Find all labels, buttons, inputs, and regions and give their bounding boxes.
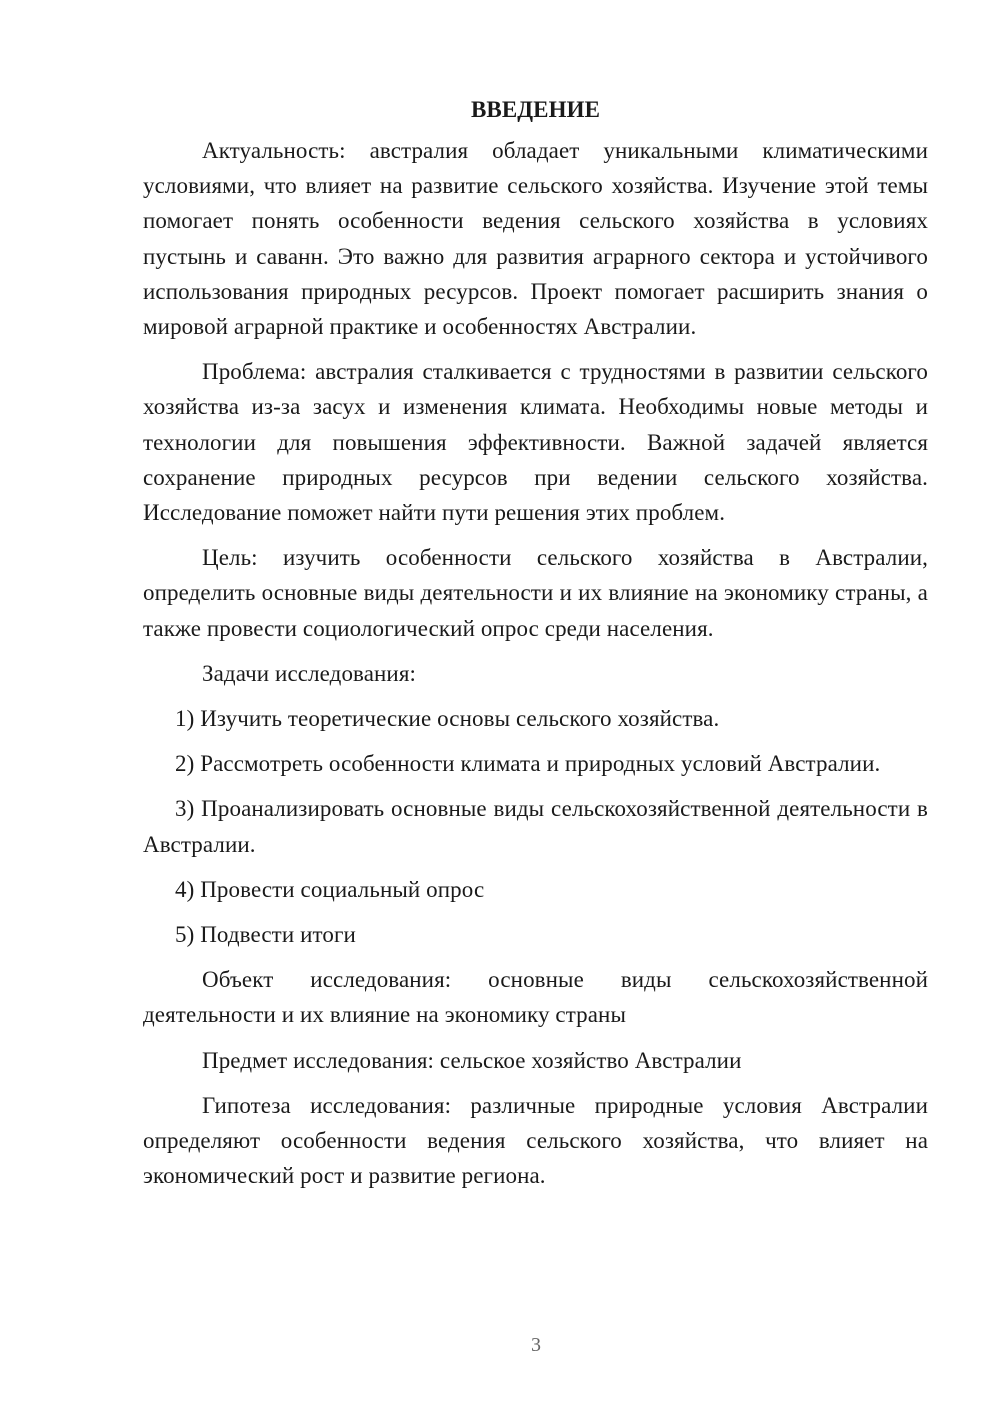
problem-paragraph: Проблема: австралия сталкивается с трудностями в развитии сельского хозяйства из-за засух и изменения климата. Необходимы новые методы и технологии для повышения эффективности. Важной задачей является сохранение природных ресурсов при ведении сельского хозяйства. Исследование поможет найти пути решения этих проблем. [143,359,928,526]
page-number: 3 [531,1334,541,1356]
relevance-paragraph: Актуальность: австралия обладает уникальными климатическими условиями, что влияет на развитие сельского хозяйства. Изучение этой темы помогает понять особенности ведения сельского хозяйства в условиях пустынь и саванн. Это важно для развития аграрного сектора и устойчивого использования природных ресурсов. Проект помогает расширить знания о мировой аграрной практике и особенностях Австралии. [143,138,928,340]
tasks-heading: Задачи исследования: [202,660,417,686]
task-item-1: 1) Изучить теоретические основы сельского хозяйства. [175,706,720,732]
object-paragraph: Объект исследования: основные виды сельскохозяйственной деятельности и их влияние на экономику страны [143,967,928,1028]
task-item-2: 2) Рассмотреть особенности климата и природных условий Австралии. [175,751,881,777]
task-item-4: 4) Провести социальный опрос [175,876,485,902]
task-item-5: 5) Подвести итоги [175,922,356,948]
goal-paragraph: Цель: изучить особенности сельского хозяйства в Австралии, определить основные виды деятельности и их влияние на экономику страны, а также провести социологический опрос среди населения. [143,545,928,641]
hypothesis-paragraph: Гипотеза исследования: различные природные условия Австралии определяют особенности ведения сельского хозяйства, что влияет на экономический рост и развитие региона. [143,1092,928,1189]
task-item-3: 3) Проанализировать основные виды сельскохозяйственной деятельности в Австралии. [143,796,928,857]
subject-paragraph: Предмет исследования: сельское хозяйство Австралии [202,1047,742,1073]
document-page [143,92,928,1203]
page-title: ВВЕДЕНИЕ [470,97,601,122]
